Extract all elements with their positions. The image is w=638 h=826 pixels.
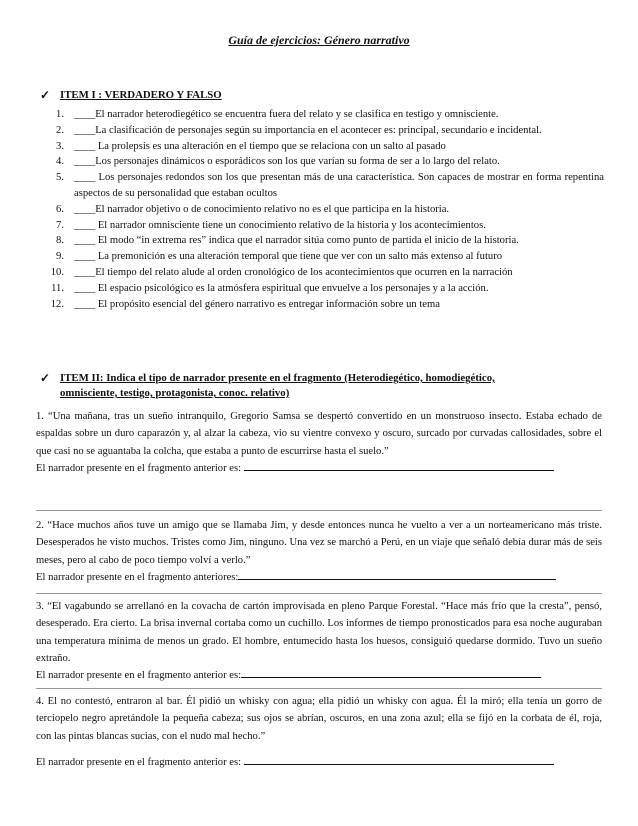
fragment-1 [36, 408, 602, 477]
divider [36, 688, 602, 689]
fragment-3 [36, 598, 602, 684]
list-item: 12. ____ El propósito esencial del género narrativo es entregar información sobre un tema [50, 298, 440, 310]
list-item: 8. ____ El modo “in extrema res” indica que el narrador sitúa como punto de partida el inicio de la historia. [56, 235, 519, 247]
divider [36, 510, 602, 511]
list-item: 2. ____La clasificación de personajes según su importancia en el acontecer es: principal, secundario e incidental. [56, 124, 542, 136]
list-item: 10. ____El tiempo del relato alude al orden cronológico de los acontecimientos que ocurren en la narración [50, 266, 513, 278]
fragment-2 [36, 517, 602, 586]
answer-blank[interactable] [244, 754, 554, 765]
fragment-text: 1. “Una mañana, tras un sueño intranquilo, Gregorio Samsa se despertó convertido en un monstruoso insecto. Estaba echado de espaldas sobre un duro caparazón y, al alzar la cabeza, vio su vientre convexo y oscuro, surcado por curvadas callosidades, sobre el que casi no se aguantaba la colcha, que estaba a punto de escurrirse hasta el suelo.” [36, 411, 602, 457]
fragment-4 [36, 693, 602, 771]
list-item: 11. ____ El espacio psicológico es la atmósfera espiritual que envuelve a los personajes y a la acción. [51, 282, 489, 294]
answer-line: El narrador presente en el fragmento anterior es: [36, 460, 602, 477]
item1-heading: ITEM I : VERDADERO Y FALSO [60, 89, 222, 101]
page-title: Guía de ejercicios: Género narrativo [228, 33, 410, 47]
list-item: 6. ____El narrador objetivo o de conocimiento relativo no es el que participa en la historia. [56, 203, 450, 215]
fragment-text: 3. “El vagabundo se arrellanó en la covacha de cartón improvisada en pleno Parque Forestal. “Hace más frío que la cresta”, pensó, desesperado. Era cierto. La brisa invernal cortaba como un cuchillo. Los informes de tiempo pronosticados para esa noche auguraban una temperatura mínima de menos un grado. El hombre, entumecido hasta los huesos, consiguió quedarse dormido. Tuvo un sueño extraño. [36, 601, 602, 664]
answer-blank[interactable] [244, 460, 554, 471]
list-item: 5. ____ Los personajes redondos son los que presentan más de una característica. Son capaces de mostrar en forma repentina aspectos de su personalidad que estaban ocultos [56, 172, 604, 199]
fragment-text: 4. El no contestó, entraron al bar. Él pidió un whisky con agua; ella pidió un whisky con agua. Él la miró; ella tenía un gorro de terciopelo negro apretándole la pequeña cabeza; sus ojos se abrían, oscuros, en una zona azul; ella se fijó en la corbata de él, roja, con las pintas blancas sucias, con el nudo mal hecho.” [36, 696, 602, 742]
list-item: 3. ____ La prolepsis es una alteración en el tiempo que se relaciona con un salto al pasado [56, 140, 446, 152]
answer-line: El narrador presente en el fragmento anterior es: [36, 667, 602, 684]
answer-blank[interactable] [241, 667, 541, 678]
checkmark-icon: ✓ [40, 88, 51, 102]
list-item: 7. ____ El narrador omnisciente tiene un conocimiento relativo de la historia y los acontecimientos. [56, 219, 486, 231]
list-item: 9. ____ La premonición es una alteración temporal que tiene que ver con un salto más extenso al futuro [56, 251, 503, 263]
true-false-list [36, 107, 604, 312]
list-item: 4. ____Los personajes dinámicos o esporádicos son los que varían su forma de ser a lo largo del relato. [56, 156, 500, 168]
answer-blank[interactable] [238, 569, 556, 580]
fragment-text: 2. “Hace muchos años tuve un amigo que se llamaba Jim, y desde entonces nunca he vuelto a ver a un norteamericano más triste. Desesperados he visto muchos. Tristes como Jim, ninguno. Una vez se marchó a Perú, en un viaje que señaló debía durar más de seis meses, pero al cabo de poco tiempo volví a verlo.” [36, 520, 602, 566]
divider [36, 593, 602, 594]
checkmark-icon: ✓ [40, 371, 51, 385]
answer-line: El narrador presente en el fragmento anteriores: [36, 569, 602, 586]
answer-line: El narrador presente en el fragmento anterior es: [36, 754, 602, 771]
item2-heading: ITEM II: Indica el tipo de narrador presente en el fragmento (Heterodiegético, homodiegético, omnisciente, testigo, protagonista, conoc. relativo) [60, 372, 495, 399]
list-item: 1. ____El narrador heterodiegético se encuentra fuera del relato y se clasifica en testigo y omnisciente. [56, 109, 499, 120]
